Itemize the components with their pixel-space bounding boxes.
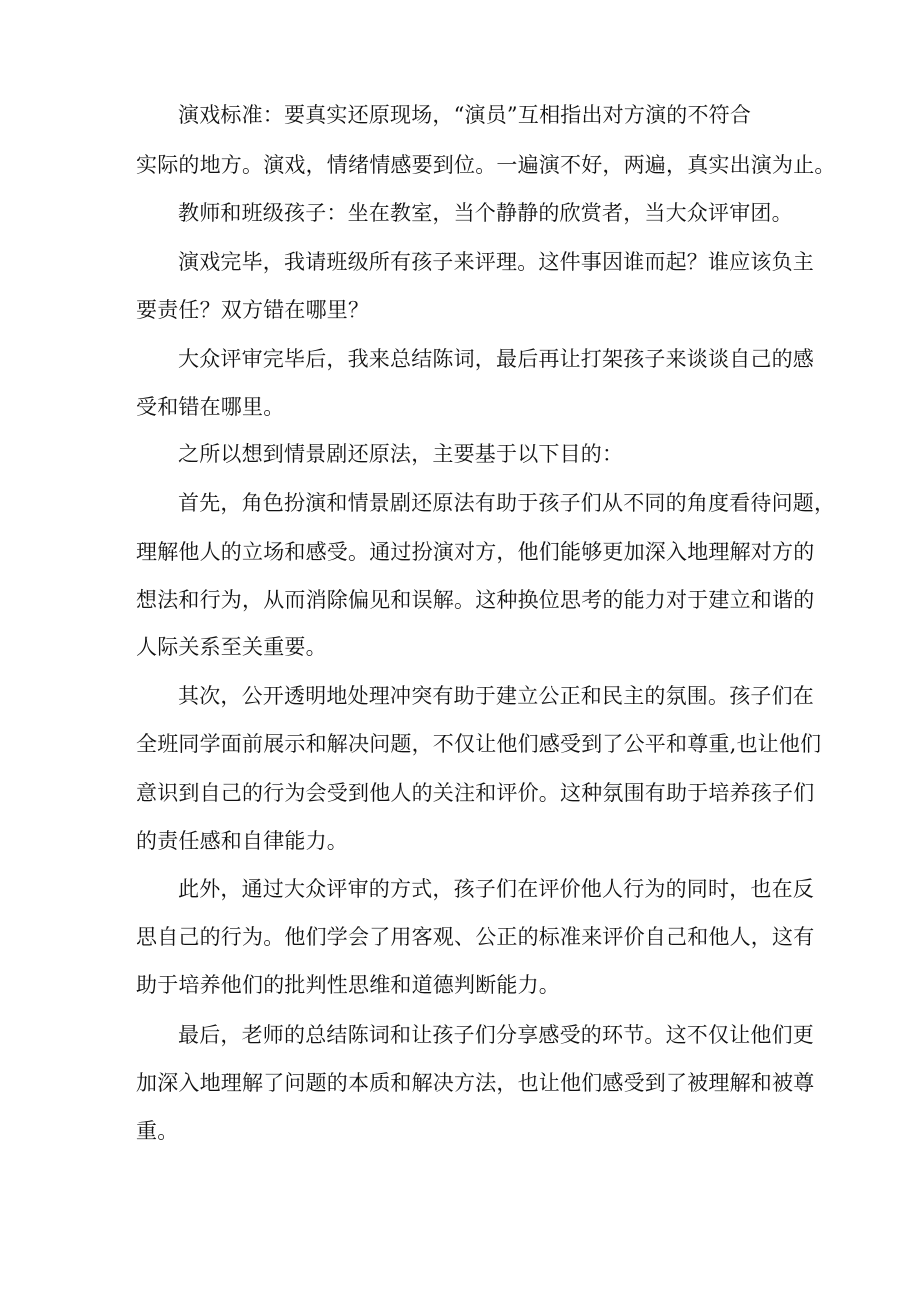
text-line: 想法和行为，从而消除偏见和误解。这种换位思考的能力对于建立和谐的 xyxy=(136,588,815,612)
text-line: 加深入地理解了问题的本质和解决方法，也让他们感受到了被理解和被尊 xyxy=(136,1071,815,1095)
text-line: 理解他人的立场和感受。通过扮演对方，他们能够更加深入地理解对方的 xyxy=(136,540,815,564)
text-line: 重。 xyxy=(136,1119,179,1143)
text-line: 之所以想到情景剧还原法，主要基于以下目的： xyxy=(178,442,624,466)
text-line: 要责任？双方错在哪里？ xyxy=(136,298,370,322)
text-line: 教师和班级孩子：坐在教室，当个静静的欣赏者，当大众评审团。 xyxy=(178,201,793,225)
text-line: 大众评审完毕后，我来总结陈词，最后再让打架孩子来谈谈自己的感 xyxy=(178,347,814,371)
text-line: 演戏完毕，我请班级所有孩子来评理。这件事因谁而起？谁应该负主 xyxy=(178,250,814,274)
text-line: 其次，公开透明地处理冲突有助于建立公正和民主的氛围。孩子们在 xyxy=(178,684,814,708)
text-line: 此外，通过大众评审的方式，孩子们在评价他人行为的同时，也在反 xyxy=(178,877,814,901)
text-line: 实际的地方。演戏，情绪情感要到位。一遍演不好，两遍，真实出演为止。 xyxy=(136,153,836,177)
text-line: 首先，角色扮演和情景剧还原法有助于孩子们从不同的角度看待问题， xyxy=(178,491,836,515)
text-line: 全班同学面前展示和解决问题，不仅让他们感受到了公平和尊重,也让他们 xyxy=(136,732,822,756)
text-line: 人际关系至关重要。 xyxy=(136,635,327,659)
text-line: 的责任感和自律能力。 xyxy=(136,829,348,853)
text-line: 受和错在哪里。 xyxy=(136,395,285,419)
text-line: 助于培养他们的批判性思维和道德判断能力。 xyxy=(136,973,560,997)
text-line: 思自己的行为。他们学会了用客观、公正的标准来评价自己和他人，这有 xyxy=(136,925,815,949)
text-line: 演戏标准：要真实还原现场，“演员”互相指出对方演的不符合 xyxy=(178,103,752,127)
text-line: 最后，老师的总结陈词和让孩子们分享感受的环节。这不仅让他们更 xyxy=(178,1023,814,1047)
text-line: 意识到自己的行为会受到他人的关注和评价。这种氛围有助于培养孩子们 xyxy=(136,781,815,805)
